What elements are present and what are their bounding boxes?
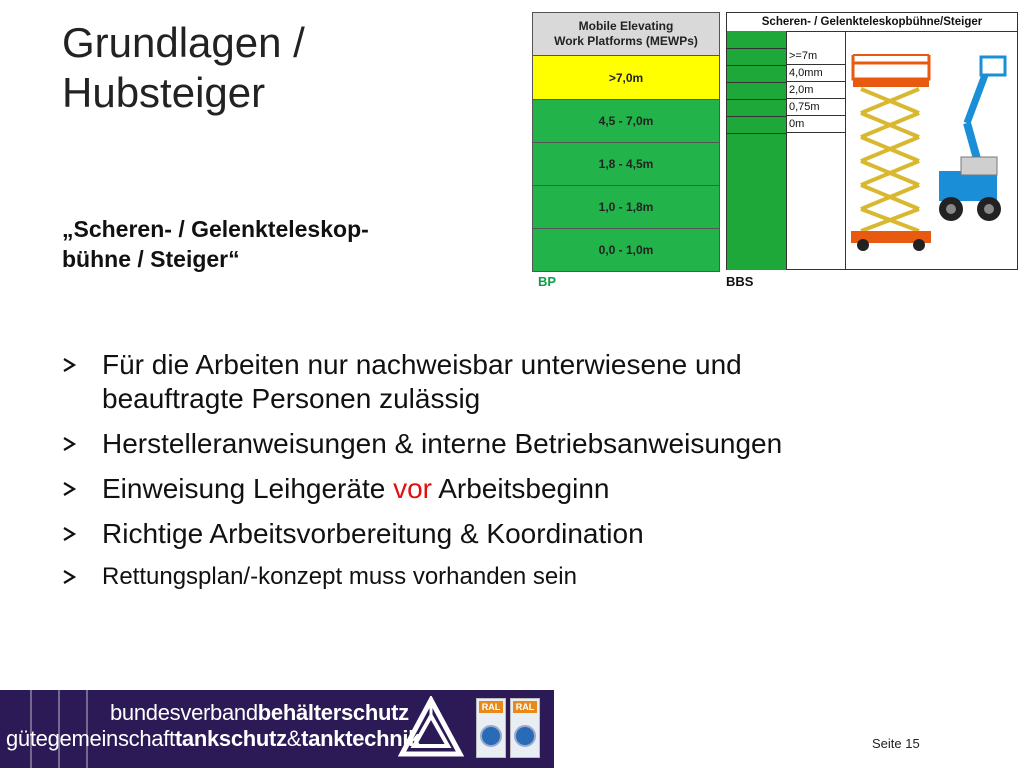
- slide-title: [62, 18, 305, 118]
- green-divider: [727, 48, 786, 49]
- arrow-bullet-icon: [62, 569, 78, 585]
- scheren-green-column: [727, 31, 787, 270]
- subtitle-line2: bühne / Steiger“: [62, 246, 240, 272]
- ral-seal-icon: [476, 698, 506, 758]
- mewp-table-header: [533, 13, 719, 55]
- highlight-word: vor: [393, 473, 432, 504]
- slide-subtitle: [62, 214, 369, 274]
- association-logo-icon: [398, 696, 464, 762]
- mewp-table: [532, 12, 720, 272]
- arrow-bullet-icon: [62, 481, 78, 497]
- green-divider: [727, 116, 786, 117]
- banner-text-bold: tanktechnik: [301, 726, 421, 751]
- subtitle-line1: „Scheren- / Gelenkteleskop-: [62, 216, 369, 242]
- bullet-text: Richtige Arbeitsvorbereitung & Koordination: [102, 518, 644, 549]
- scheren-value: 0m: [787, 116, 845, 133]
- boom-lift-image: [923, 53, 1015, 233]
- green-divider: [727, 65, 786, 66]
- scheren-value: 2,0m: [787, 82, 845, 99]
- bullet-item: [62, 427, 962, 461]
- mewp-header-line1: Mobile Elevating: [578, 19, 674, 33]
- bullet-item: [62, 472, 962, 506]
- banner-text-bold: tankschutz: [174, 726, 287, 751]
- arrow-bullet-icon: [62, 526, 78, 542]
- banner-line1: [110, 700, 409, 726]
- banner-text-bold: behälterschutz: [257, 700, 409, 725]
- green-divider: [727, 82, 786, 83]
- slide-title-line1: Grundlagen /: [62, 19, 305, 66]
- ral-seal-label: RAL: [513, 701, 537, 713]
- bullet-item: [62, 348, 962, 416]
- bullet-text: Herstelleranweisungen & interne Betriebsanweisungen: [102, 428, 783, 459]
- ral-seal-circle: [514, 725, 536, 747]
- mewp-row: 0,0 - 1,0m: [533, 228, 719, 271]
- scheren-value: 0,75m: [787, 99, 845, 116]
- green-divider: [727, 133, 786, 134]
- green-divider: [727, 99, 786, 100]
- mewp-row: >7,0m: [533, 55, 719, 99]
- mewp-row: 4,5 - 7,0m: [533, 99, 719, 142]
- scheren-column-divider: [845, 31, 846, 270]
- bullet-text-part: Einweisung Leihgeräte: [102, 473, 394, 504]
- bullet-text-part: Arbeitsbeginn: [432, 473, 610, 504]
- bullet-item: [62, 517, 962, 551]
- bbs-label: BBS: [726, 274, 754, 289]
- page-number: Seite 15: [872, 736, 920, 751]
- scheren-table: [726, 12, 1018, 270]
- bullet-item: [62, 562, 962, 592]
- scheren-value: >=7m: [787, 48, 845, 65]
- scheren-value: 4,0mm: [787, 65, 845, 82]
- mewp-header-line2: Work Platforms (MEWPs): [554, 34, 698, 48]
- banner-text: bundesverband: [110, 700, 258, 725]
- footer-banner: [0, 690, 554, 768]
- scheren-table-title: Scheren- / Gelenkteleskopbühne/Steiger: [727, 13, 1017, 32]
- bullet-text: beauftragte Personen zulässig: [102, 383, 481, 414]
- arrow-bullet-icon: [62, 436, 78, 452]
- bullet-text: [102, 472, 962, 506]
- ral-seal-circle: [480, 725, 502, 747]
- slide-title-line2: Hubsteiger: [62, 69, 266, 116]
- bullet-list: [62, 348, 962, 603]
- banner-text: &: [286, 726, 302, 751]
- bullet-text: Für die Arbeiten nur nachweisbar unterwiesene und: [102, 349, 742, 380]
- banner-text: gütegemeinschaft: [6, 726, 175, 751]
- ral-seal-label: RAL: [479, 701, 503, 713]
- arrow-bullet-icon: [62, 357, 78, 373]
- bullet-text: Rettungsplan/-konzept muss vorhanden sein: [102, 563, 577, 590]
- ral-seal-icon: [510, 698, 540, 758]
- bp-label: BP: [538, 274, 557, 289]
- banner-line2: [6, 726, 420, 752]
- mewp-row: 1,0 - 1,8m: [533, 185, 719, 228]
- mewp-row: 1,8 - 4,5m: [533, 142, 719, 185]
